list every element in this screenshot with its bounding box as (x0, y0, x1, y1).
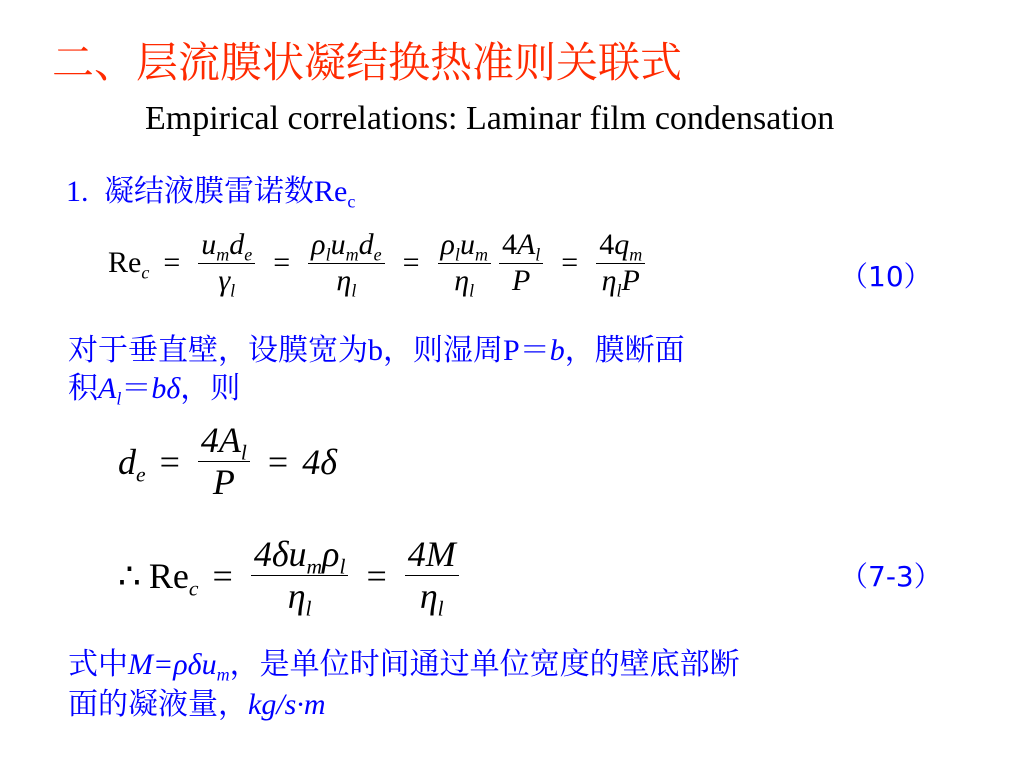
equals-sign: = (402, 246, 420, 279)
equals-sign: = (273, 246, 291, 279)
para2-unit: kg/s·m (248, 688, 326, 721)
eq73-rho-sub: l (339, 554, 346, 579)
fraction-4q-over-etaP: $\frac{4q_m}{\eta_lP}$ (596, 228, 645, 298)
eq10-lhs (108, 246, 150, 283)
eq73-den2: η (419, 576, 438, 617)
para2-M-sub: m (216, 664, 230, 685)
para1-P: P (503, 334, 520, 367)
de-lhs (118, 441, 146, 487)
para1-A-sub: l (116, 388, 122, 409)
equation-number-7-3: （7-3） (840, 560, 942, 593)
para1-A: A (98, 372, 117, 405)
eq73-rho: ρ (322, 534, 340, 574)
para2-M-expr: M=ρδu (128, 648, 217, 681)
slide-subtitle: Empirical correlations: Laminar film condensation (145, 100, 835, 137)
equation-hydraulic-diameter (118, 420, 337, 504)
eq73-num1-sub: m (306, 554, 323, 579)
para1-b-italic: b (549, 334, 565, 367)
de-den: P (212, 462, 235, 503)
eq73-lhs-symbol: Re (148, 555, 189, 596)
de-num-sub: l (240, 440, 247, 465)
fraction-4A-over-P: $\frac{4A_l}{P}$ (499, 228, 543, 298)
equation-reynolds-definition (108, 228, 649, 298)
equals-sign: = (366, 555, 387, 596)
fraction-rho-ud-over-eta: $\frac{\rho_lu_md_e}{\eta_l}$ (308, 228, 384, 298)
eq10-lhs-sub: c (141, 262, 150, 283)
eq73-den2-sub: l (437, 596, 444, 621)
de-num: 4A (200, 420, 241, 460)
eq10-lhs-symbol: Re (108, 246, 142, 279)
equals-sign: = (163, 246, 181, 279)
equals-sign: = (159, 441, 180, 482)
para1-eq2: ＝ (121, 371, 152, 406)
para1-text-g: ，膜断面 (564, 333, 685, 368)
section-heading (66, 166, 355, 210)
section-text: 凝结液膜雷诺数 (104, 174, 314, 209)
de-symbol: d (118, 441, 136, 482)
eq73-den1: η (287, 576, 306, 617)
para1-text-then: ，则 (180, 371, 241, 406)
para1-text-c: ，则湿周 (383, 333, 503, 368)
section-symbol-sub: c (347, 191, 356, 212)
section-number: 1. (66, 175, 89, 208)
equation-number-10: （10） (840, 260, 932, 293)
para1-eq: ＝ (519, 333, 550, 368)
de-rhs: 4δ (302, 441, 337, 482)
para1-text-a: 对于垂直壁，设膜宽为 (68, 333, 368, 368)
paragraph-M-definition (68, 645, 740, 725)
eq73-lhs-sub: c (188, 576, 199, 601)
fraction-4M-over-eta (405, 534, 459, 621)
paragraph-vertical-wall (68, 332, 685, 408)
para2-text-d: ，是单位时间通过单位宽度的壁底部断 (229, 647, 740, 682)
de-sub: e (136, 462, 146, 487)
fraction-rho-u-over-eta: $\frac{\rho_lu_m}{\eta_l}$ (438, 228, 491, 298)
eq73-num2: 4M (407, 534, 456, 574)
slide-title: 二、层流膜状凝结换热准则关联式 (52, 38, 683, 87)
fraction-4delta-u-rho-over-eta (251, 534, 349, 621)
para1-text-ji: 积 (68, 371, 98, 406)
eq73-lhs (148, 555, 199, 601)
para2-text-e: 面的凝液量， (68, 687, 248, 722)
section-symbol: Re (314, 175, 348, 208)
para1-b: b (368, 334, 383, 367)
equals-sign: = (561, 246, 579, 279)
equals-sign: = (212, 555, 233, 596)
equals-sign: = (267, 441, 289, 482)
fraction-ud-over-gamma: $\frac{u_md_e}{\gamma_l}$ (198, 228, 255, 298)
para2-text-a: 式中 (68, 647, 128, 682)
fraction-4Al-over-P (198, 420, 250, 504)
equation-reynolds-mass-flow (118, 534, 463, 621)
therefore-symbol: ∴ (118, 555, 141, 596)
eq73-den1-sub: l (305, 596, 312, 621)
eq73-num1: 4δu (253, 534, 307, 574)
para1-bdelta: bδ (151, 372, 181, 405)
